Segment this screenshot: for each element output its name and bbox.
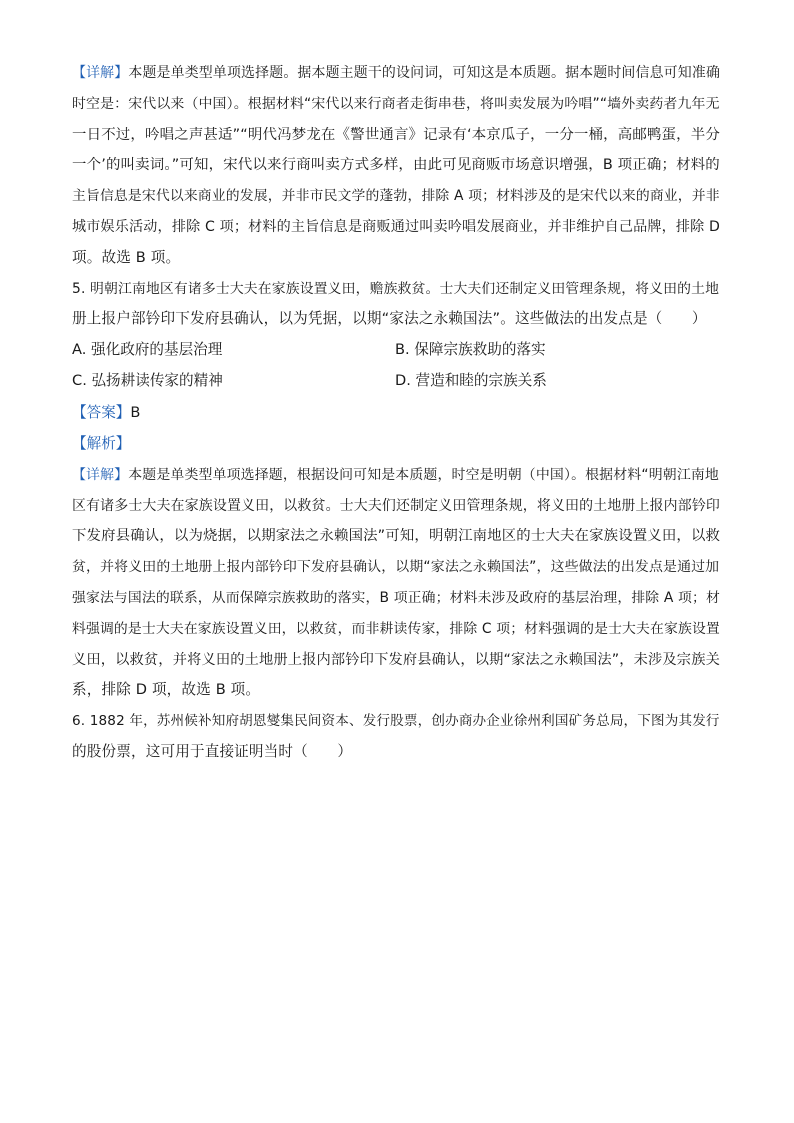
detail-text: 项。故选 B 项。: [72, 248, 181, 266]
detail-line: [72, 120, 723, 151]
detail-tag: 【详解】: [72, 466, 129, 483]
detail-text: 料强调的是士大夫在家族设置义田，以救贫，而非耕读传家，排除 C 项；材料强调的是士大夫在家族设置: [72, 620, 720, 637]
detail-tag: 【详解】: [72, 65, 129, 81]
option-d: D. 营造和睦的宗族关系: [395, 372, 547, 390]
detail-line: [72, 58, 723, 89]
option-a: A. 强化政府的基层治理: [72, 341, 223, 359]
detail-text: 贫，并将义田的土地册上报内部钤印下发府县确认，以期“家法之永赖国法”，这些做法的出发点是通过加: [72, 559, 720, 576]
question-line: 册上报户部钤印下发府县确认，以为凭据，以期“家法之永赖国法”。这些做法的出发点是（ ）: [72, 310, 707, 328]
question-5-options: [72, 335, 723, 398]
detail-text: 一日不过，吟唱之声甚适”“明代冯梦龙在《警世通言》记录有‘本京瓜子，一分一桶，高邮鸭蛋，半分: [72, 126, 720, 143]
detail-text: 本题是单类型单项选择题。据本题主题干的设问词，可知这是本质题。据本题时间信息可知准确: [128, 65, 721, 81]
detail-line: [72, 491, 723, 522]
detail-text: 强家法与国法的联系，从而保障宗族救助的落实，B 项正确；材料未涉及政府的基层治理，排除 A 项；材: [72, 589, 720, 606]
analysis-tag: 【解析】: [72, 434, 131, 452]
option-b: B. 保障宗族救助的落实: [395, 341, 546, 359]
analysis-line: [72, 429, 723, 460]
question-line: 5. 明朝江南地区有诸多士大夫在家族设置义田，赡族救贫。士大夫们还制定义田管理条规，将义田的土地: [72, 280, 720, 297]
answer-tag: 【答案】: [72, 404, 131, 422]
detail-text: 主旨信息是宋代以来商业的发展，并非市民文学的蓬勃，排除 A 项；材料涉及的是宋代以来的商业，并非: [72, 188, 720, 205]
question-line: 6. 1882 年，苏州候补知府胡恩燮集民间资本、发行股票，创办商办企业徐州利国矿务总局，下图为其发行: [72, 713, 720, 730]
detail-text: 下发府县确认，以为烧据，以期家法之永赖国法”可知，明朝江南地区的士大夫在家族设置义田，以救: [72, 528, 721, 545]
detail-text: 区有诸多士大夫在家族设置义田，以救贫。士大夫们还制定义田管理条规，将义田的土地册上报内部钤印: [72, 497, 721, 514]
detail-line: [72, 89, 723, 120]
question-6-stem: [72, 706, 723, 768]
answer-line: [72, 398, 723, 429]
detail-text: 城市娱乐活动，排除 C 项；材料的主旨信息是商贩通过叫卖吟唱发展商业，并非维护自己品牌，排除 D: [72, 218, 721, 235]
detail-line: [72, 675, 723, 706]
detail-line: [72, 150, 723, 181]
detail-line: [72, 243, 723, 274]
question-line: 的股份票，这可用于直接证明当时（ ）: [72, 742, 353, 760]
previous-question-detail: [72, 58, 723, 274]
detail-line: [72, 552, 723, 583]
detail-text: 系，排除 D 项，故选 B 项。: [72, 681, 261, 699]
detail-line: [72, 521, 723, 552]
option-c: C. 弘扬耕读传家的精神: [72, 372, 223, 390]
detail-line: [72, 614, 723, 645]
detail-line: [72, 460, 723, 491]
question-5-stem: [72, 274, 723, 336]
detail-text: 时空是：宋代以来（中国）。根据材料“宋代以来行商者走街串巷，将叫卖发展为吟唱”“墙外卖药者九年无: [72, 95, 720, 112]
detail-text: 本题是单类型单项选择题，根据设问可知是本质题，时空是明朝（中国）。根据材料“明朝江南地: [128, 466, 719, 483]
detail-text: 义田，以救贫，并将义田的土地册上报内部钤印下发府县确认，以期“家法之永赖国法”，未涉及宗族关: [72, 651, 720, 668]
page-content: [72, 58, 723, 768]
detail-line: [72, 645, 723, 676]
detail-line: [72, 583, 723, 614]
detail-line: [72, 212, 723, 243]
answer-value: B: [130, 404, 141, 422]
detail-text: 一个’的叫卖词。”可知，宋代以来行商叫卖方式多样，由此可见商贩市场意识增强，B 项正确；材料的: [72, 157, 720, 174]
question-5-detail: [72, 460, 723, 706]
detail-line: [72, 181, 723, 212]
